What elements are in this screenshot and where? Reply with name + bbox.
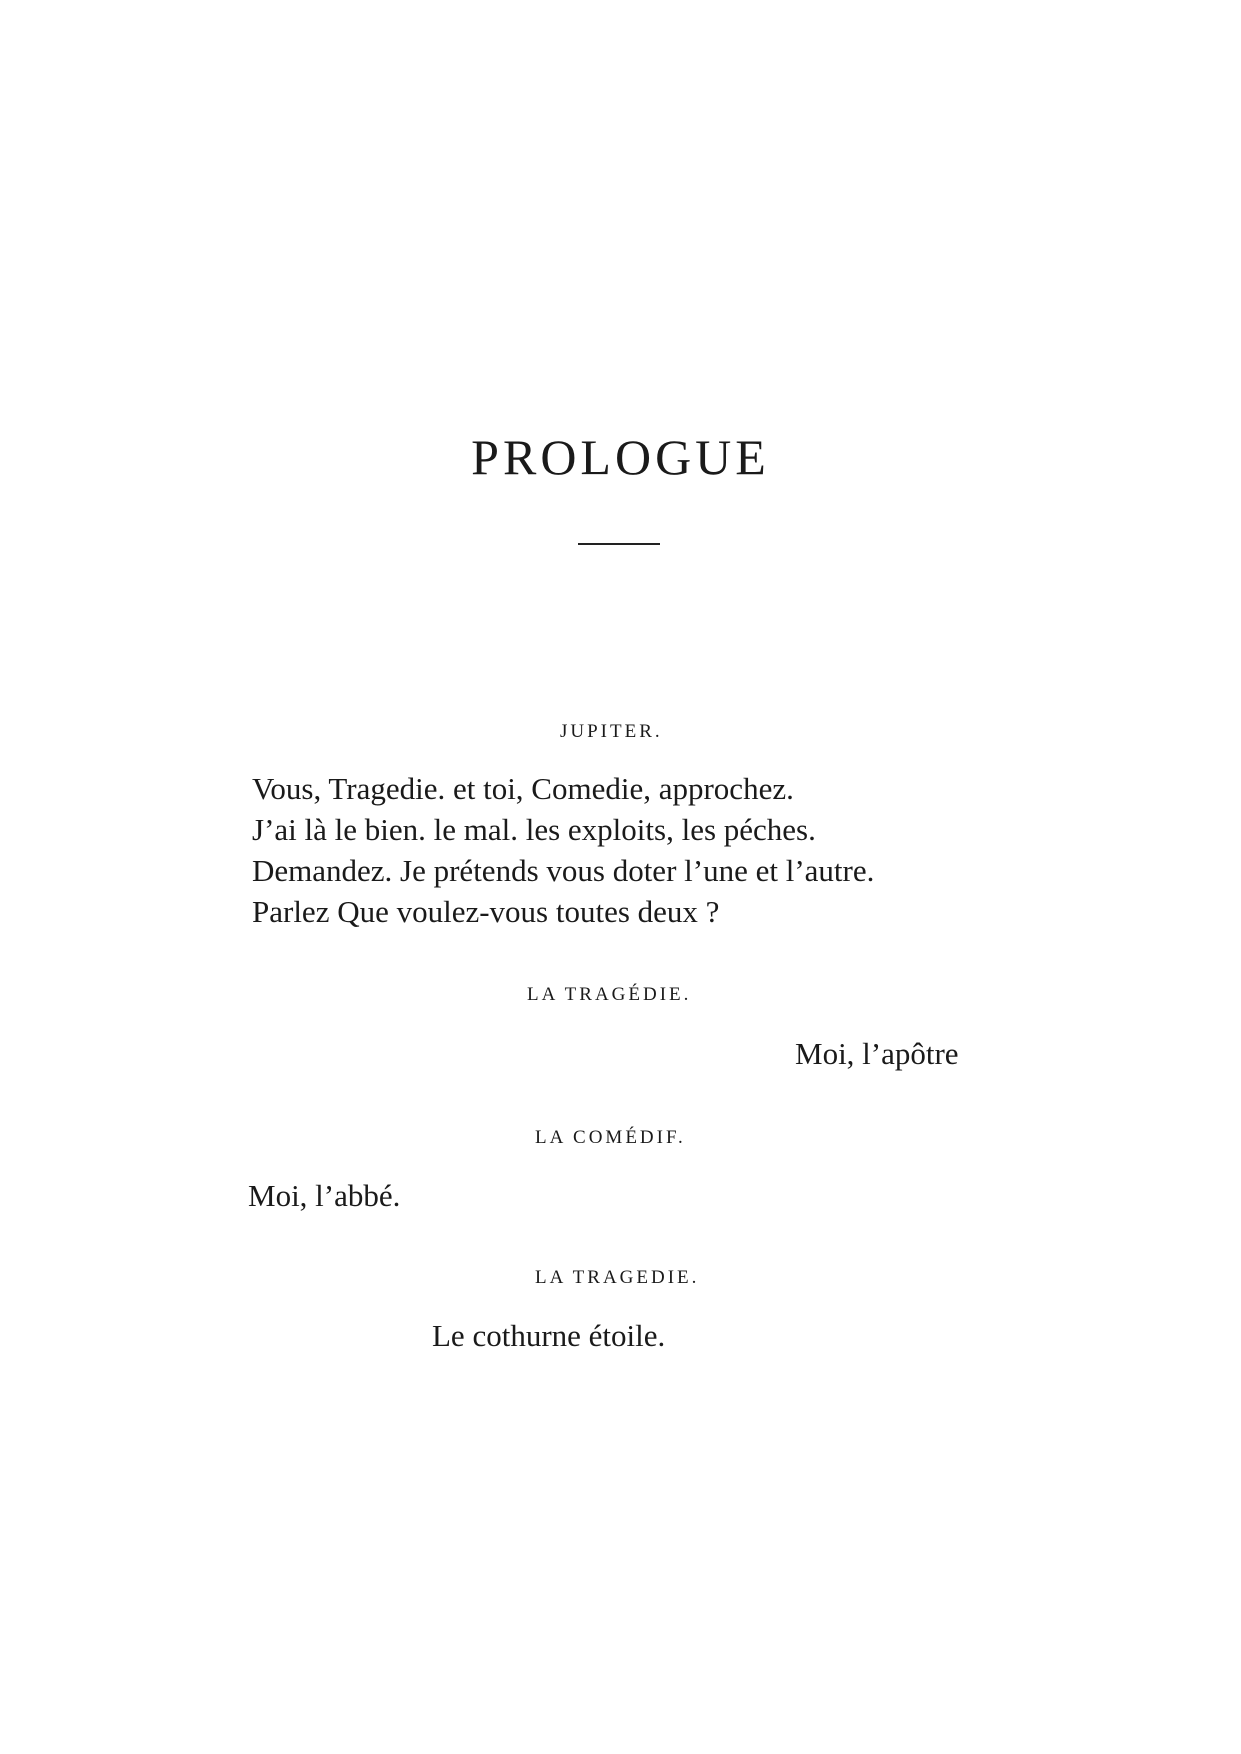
verse-line: J’ai là le bien. le mal. les exploits, les péches. [252,812,816,847]
verse-line: Parlez Que voulez-vous toutes deux ? [252,894,720,929]
verse-line: Demandez. Je prétends vous doter l’une et l’autre. [252,853,875,888]
page-title: PROLOGUE [471,428,770,485]
verse-tragedie-2: Le cothurne étoile. [432,1318,666,1353]
title-rule [578,543,660,545]
speaker-tragedie-2: LA TRAGEDIE. [535,1267,700,1288]
speaker-comedie: LA COMÉDIF. [535,1127,686,1148]
speaker-tragedie: LA TRAGÉDIE. [527,984,692,1005]
verse-comedie: Moi, l’abbé. [248,1178,401,1213]
verse-jupiter [252,768,874,932]
verse-line: Vous, Tragedie. et toi, Comedie, approchez. [252,771,794,806]
speaker-jupiter: JUPITER. [560,721,663,742]
verse-tragedie: Moi, l’apôtre [795,1036,959,1071]
